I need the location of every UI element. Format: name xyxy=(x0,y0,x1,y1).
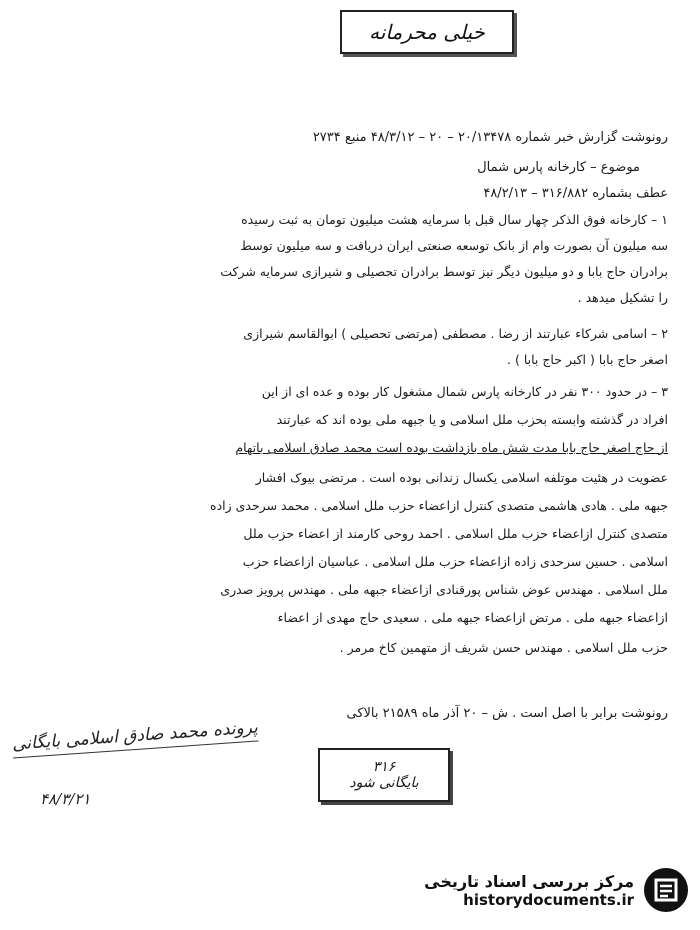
handwritten-date: ۴۸/۳/۲۱ xyxy=(40,790,91,808)
body-line: متصدی کنترل ازاعضاء حزب ملل اسلامی . احمد روحی کارمند از اعضاء حزب ملل xyxy=(243,526,668,541)
body-line: از حاج اصغر حاج بابا مدت شش ماه بازداشت بوده است محمد صادق اسلامی باتهام xyxy=(235,440,668,455)
body-line: اصغر حاج بابا ( اکبر حاج بابا ) . xyxy=(507,352,668,367)
watermark-site: historydocuments.ir xyxy=(463,890,634,909)
body-line: ۱ – کارخانه فوق الذکر چهار سال قبل با سرمایه هشت میلیون تومان به ثبت رسیده xyxy=(241,212,668,227)
body-line: حزب ملل اسلامی . مهندس حسن شریف از متهمین کاخ مرمر . xyxy=(339,640,668,655)
body-line: عضویت در هئیت موتلفه اسلامی یکسال زندانی بوده است . مرتضی بیوک افشار xyxy=(255,470,668,485)
archive-stamp xyxy=(318,748,450,802)
body-line: ۳ – در حدود ۳۰۰ نفر در کارخانه پارس شمال مشغول کار بوده و عده ای از این xyxy=(261,384,668,399)
subject-line: موضوع – کارخانه پارس شمال xyxy=(477,160,640,175)
body-line: ازاعضاء جبهه ملی . مرتض ازاعضاء جبهه ملی . سعیدی حاج مهدی از اعضاء xyxy=(277,610,668,625)
body-line: افراد در گذشته وابسته بحزب ملل اسلامی و یا جبهه ملی بوده اند که عبارتند xyxy=(276,412,668,427)
body-line: جبهه ملی . هادی هاشمی متصدی کنترل ازاعضاء حزب ملل اسلامی . محمد سرحدی زاده xyxy=(210,498,668,513)
archive-watermark xyxy=(420,860,690,920)
archive-number: ۳۱۶ xyxy=(372,759,396,775)
reference-line: عطف بشماره ۳۱۶/۸۸۲ – ۴۸/۲/۱۳ xyxy=(483,186,668,201)
body-line: را تشکیل میدهد . xyxy=(577,290,668,305)
archive-label: بایگانی شود xyxy=(349,775,419,791)
body-line: برادران حاج بابا و دو میلیون دیگر نیز توسط برادران تحصیلی و شیرازی سرمایه شرکت xyxy=(220,264,668,279)
body-line: سه میلیون آن بصورت وام از بانک توسعه صنعتی ایران دریافت و سه میلیون توسط xyxy=(240,238,668,253)
classification-stamp: خیلی محرمانه xyxy=(340,10,514,54)
body-line: ۲ – اسامی شرکاء عبارتند از رضا . مصطفی (مرتضی تحصیلی ) ابوالقاسم شیرازی xyxy=(243,326,668,341)
handwritten-note: پرونده محمد صادق اسلامی بایگانی xyxy=(11,717,258,758)
copy-line: رونوشت گزارش خبر شماره ۲۰/۱۳۴۷۸ – ۲۰ – ۴۸/۳/۱۲ منبع ۲۷۳۴ xyxy=(312,130,668,145)
body-line: اسلامی . حسین سرحدی زاده ازاعضاء حزب ملل اسلامی . عباسیان ازاعضاء حزب xyxy=(242,554,668,569)
copy-certification: رونوشت برابر با اصل است . ش – ۲۰ آذر ماه ۲۱۵۸۹ بالاکی xyxy=(346,706,668,721)
archive-logo-icon xyxy=(642,866,690,914)
watermark-name: مرکز بررسی اسناد تاریخی xyxy=(424,871,634,891)
body-line: ملل اسلامی . مهندس عوض شناس پورقنادی ازاعضاء جبهه ملی . مهندس پرویز صدری xyxy=(220,582,668,597)
